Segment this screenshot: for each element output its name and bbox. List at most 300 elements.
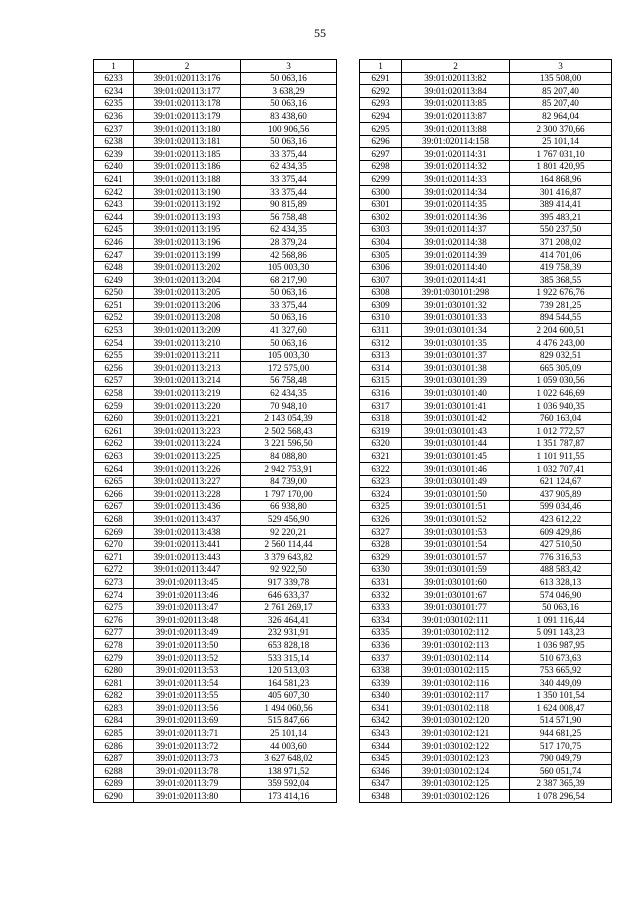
cadastral-number: 39:01:030102:111 [402, 614, 510, 627]
cadastral-value: 405 607,30 [241, 689, 337, 702]
table-row [360, 702, 612, 715]
cadastral-value: 85 207,40 [510, 97, 612, 110]
table-row [94, 639, 337, 652]
column-header: 1 [360, 60, 402, 73]
cadastral-value: 1 036 940,35 [510, 400, 612, 413]
table-row [94, 349, 337, 362]
cadastral-value: 385 368,55 [510, 274, 612, 287]
cadastral-number: 39:01:020113:221 [134, 412, 241, 425]
row-number: 6343 [360, 727, 402, 740]
cadastral-value: 646 633,37 [241, 588, 337, 601]
row-number: 6240 [94, 160, 134, 173]
table-row [360, 513, 612, 526]
row-number: 6237 [94, 122, 134, 135]
cadastral-number: 39:01:030101:39 [402, 374, 510, 387]
row-number: 6347 [360, 777, 402, 790]
row-number: 6331 [360, 576, 402, 589]
row-number: 6247 [94, 248, 134, 261]
table-row [94, 740, 337, 753]
row-number: 6340 [360, 689, 402, 702]
cadastral-value: 66 938,80 [241, 500, 337, 513]
cadastral-number: 39:01:020113:181 [134, 135, 241, 148]
cadastral-number: 39:01:030101:32 [402, 299, 510, 312]
table-row [94, 651, 337, 664]
cadastral-value: 760 163,04 [510, 412, 612, 425]
row-number: 6275 [94, 601, 134, 614]
cadastral-number: 39:01:020113:190 [134, 185, 241, 198]
row-number: 6276 [94, 614, 134, 627]
row-number: 6254 [94, 337, 134, 350]
row-number: 6266 [94, 488, 134, 501]
table-row [94, 324, 337, 337]
column-header: 3 [510, 60, 612, 73]
row-number: 6282 [94, 689, 134, 702]
cadastral-value: 1 351 787,87 [510, 437, 612, 450]
cadastral-number: 39:01:020113:177 [134, 85, 241, 98]
table-row [360, 450, 612, 463]
cadastral-value: 1 059 030,56 [510, 374, 612, 387]
column-header: 2 [134, 60, 241, 73]
cadastral-value: 50 063,16 [241, 97, 337, 110]
cadastral-number: 39:01:020113:225 [134, 450, 241, 463]
table-row [360, 148, 612, 161]
table-row [94, 790, 337, 803]
table-row [360, 97, 612, 110]
cadastral-value: 1 494 060,56 [241, 702, 337, 715]
cadastral-value: 164 581,23 [241, 677, 337, 690]
table-row [360, 122, 612, 135]
table-row [94, 551, 337, 564]
cadastral-number: 39:01:020113:188 [134, 173, 241, 186]
cadastral-value: 1 101 911,55 [510, 450, 612, 463]
cadastral-number: 39:01:030102:120 [402, 714, 510, 727]
table-header-row [360, 60, 612, 73]
cadastral-number: 39:01:020113:56 [134, 702, 241, 715]
cadastral-value: 1 801 420,95 [510, 160, 612, 173]
cadastral-number: 39:01:020113:199 [134, 248, 241, 261]
row-number: 6271 [94, 551, 134, 564]
row-number: 6296 [360, 135, 402, 148]
cadastral-value: 82 964,04 [510, 110, 612, 123]
row-number: 6292 [360, 85, 402, 98]
cadastral-value: 50 063,16 [241, 337, 337, 350]
table-row [360, 274, 612, 287]
cadastral-number: 39:01:020113:178 [134, 97, 241, 110]
cadastral-number: 39:01:020113:227 [134, 475, 241, 488]
cadastral-value: 25 101,14 [510, 135, 612, 148]
row-number: 6273 [94, 576, 134, 589]
cadastral-number: 39:01:020113:447 [134, 563, 241, 576]
cadastral-value: 550 237,50 [510, 223, 612, 236]
cadastral-number: 39:01:030102:114 [402, 651, 510, 664]
row-number: 6259 [94, 400, 134, 413]
row-number: 6251 [94, 299, 134, 312]
cadastral-number: 39:01:020114:158 [402, 135, 510, 148]
cadastral-number: 39:01:020113:87 [402, 110, 510, 123]
cadastral-number: 39:01:030101:43 [402, 425, 510, 438]
cadastral-value: 62 434,35 [241, 160, 337, 173]
row-number: 6278 [94, 639, 134, 652]
cadastral-number: 39:01:020113:72 [134, 740, 241, 753]
row-number: 6280 [94, 664, 134, 677]
cadastral-number: 39:01:030101:38 [402, 362, 510, 375]
cadastral-value: 395 483,21 [510, 211, 612, 224]
cadastral-value: 50 063,16 [241, 311, 337, 324]
row-number: 6277 [94, 626, 134, 639]
cadastral-value: 414 701,06 [510, 248, 612, 261]
cadastral-number: 39:01:020114:37 [402, 223, 510, 236]
row-number: 6258 [94, 387, 134, 400]
cadastral-number: 39:01:030102:118 [402, 702, 510, 715]
table-row [94, 72, 337, 85]
cadastral-number: 39:01:020113:80 [134, 790, 241, 803]
cadastral-number: 39:01:020113:196 [134, 236, 241, 249]
row-number: 6303 [360, 223, 402, 236]
cadastral-value: 1 797 170,00 [241, 488, 337, 501]
cadastral-number: 39:01:020114:41 [402, 274, 510, 287]
table-row [94, 626, 337, 639]
table-row [360, 299, 612, 312]
table-row [360, 588, 612, 601]
row-number: 6322 [360, 463, 402, 476]
table-row [94, 664, 337, 677]
table-row [94, 148, 337, 161]
row-number: 6256 [94, 362, 134, 375]
row-number: 6263 [94, 450, 134, 463]
row-number: 6300 [360, 185, 402, 198]
table-row [360, 223, 612, 236]
table-row [94, 286, 337, 299]
table-row [360, 475, 612, 488]
table-row [94, 135, 337, 148]
table-row [360, 765, 612, 778]
row-number: 6316 [360, 387, 402, 400]
cadastral-number: 39:01:020113:193 [134, 211, 241, 224]
cadastral-number: 39:01:030101:44 [402, 437, 510, 450]
cadastral-value: 739 281,25 [510, 299, 612, 312]
row-number: 6243 [94, 198, 134, 211]
table-row [94, 563, 337, 576]
table-row [94, 677, 337, 690]
row-number: 6294 [360, 110, 402, 123]
cadastral-value: 829 032,51 [510, 349, 612, 362]
table-row [94, 248, 337, 261]
table-row [94, 261, 337, 274]
cadastral-number: 39:01:020113:441 [134, 538, 241, 551]
row-number: 6297 [360, 148, 402, 161]
table-row [360, 362, 612, 375]
cadastral-value: 90 815,89 [241, 198, 337, 211]
row-number: 6274 [94, 588, 134, 601]
row-number: 6335 [360, 626, 402, 639]
table-row [360, 400, 612, 413]
cadastral-value: 517 170,75 [510, 740, 612, 753]
cadastral-value: 653 828,18 [241, 639, 337, 652]
cadastral-number: 39:01:020113:71 [134, 727, 241, 740]
row-number: 6319 [360, 425, 402, 438]
cadastral-number: 39:01:020113:202 [134, 261, 241, 274]
row-number: 6314 [360, 362, 402, 375]
row-number: 6293 [360, 97, 402, 110]
cadastral-number: 39:01:030101:51 [402, 500, 510, 513]
row-number: 6286 [94, 740, 134, 753]
row-number: 6242 [94, 185, 134, 198]
cadastral-value: 533 315,14 [241, 651, 337, 664]
row-number: 6307 [360, 274, 402, 287]
table-row [94, 538, 337, 551]
table-row [360, 664, 612, 677]
cadastral-value: 599 034,46 [510, 500, 612, 513]
row-number: 6236 [94, 110, 134, 123]
table-row [360, 248, 612, 261]
row-number: 6311 [360, 324, 402, 337]
table-row [360, 374, 612, 387]
table-row [94, 236, 337, 249]
cadastral-value: 371 208,02 [510, 236, 612, 249]
cadastral-number: 39:01:020114:34 [402, 185, 510, 198]
row-number: 6250 [94, 286, 134, 299]
cadastral-value: 1 022 646,69 [510, 387, 612, 400]
table-row [360, 160, 612, 173]
cadastral-value: 894 544,55 [510, 311, 612, 324]
cadastral-number: 39:01:020113:84 [402, 85, 510, 98]
row-number: 6305 [360, 248, 402, 261]
cadastral-value: 84 088,80 [241, 450, 337, 463]
cadastral-number: 39:01:030102:125 [402, 777, 510, 790]
cadastral-number: 39:01:020114:35 [402, 198, 510, 211]
cadastral-value: 515 847,66 [241, 714, 337, 727]
row-number: 6261 [94, 425, 134, 438]
cadastral-number: 39:01:020113:45 [134, 576, 241, 589]
row-number: 6310 [360, 311, 402, 324]
table-row [360, 412, 612, 425]
cadastral-value: 514 571,90 [510, 714, 612, 727]
table-row [94, 110, 337, 123]
table-row [94, 525, 337, 538]
table-row [94, 299, 337, 312]
table-row [360, 740, 612, 753]
cadastral-value: 753 665,92 [510, 664, 612, 677]
cadastral-value: 232 931,91 [241, 626, 337, 639]
table-row [360, 639, 612, 652]
table-row [94, 500, 337, 513]
cadastral-value: 2 502 568,43 [241, 425, 337, 438]
row-number: 6257 [94, 374, 134, 387]
row-number: 6320 [360, 437, 402, 450]
cadastral-number: 39:01:020113:214 [134, 374, 241, 387]
table-row [360, 790, 612, 803]
cadastral-value: 70 948,10 [241, 400, 337, 413]
cadastral-number: 39:01:030101:33 [402, 311, 510, 324]
cadastral-number: 39:01:030102:123 [402, 752, 510, 765]
cadastral-number: 39:01:030101:42 [402, 412, 510, 425]
row-number: 6339 [360, 677, 402, 690]
table-row [94, 588, 337, 601]
row-number: 6253 [94, 324, 134, 337]
table-row [360, 614, 612, 627]
cadastral-value: 1 350 101,54 [510, 689, 612, 702]
table-row [94, 185, 337, 198]
cadastral-value: 105 003,30 [241, 349, 337, 362]
row-number: 6264 [94, 463, 134, 476]
cadastral-value: 613 328,13 [510, 576, 612, 589]
cadastral-value: 776 316,53 [510, 551, 612, 564]
cadastral-number: 39:01:030101:67 [402, 588, 510, 601]
row-number: 6267 [94, 500, 134, 513]
row-number: 6338 [360, 664, 402, 677]
row-number: 6244 [94, 211, 134, 224]
row-number: 6304 [360, 236, 402, 249]
row-number: 6238 [94, 135, 134, 148]
cadastral-number: 39:01:030101:34 [402, 324, 510, 337]
cadastral-number: 39:01:030102:113 [402, 639, 510, 652]
row-number: 6328 [360, 538, 402, 551]
cadastral-value: 172 575,00 [241, 362, 337, 375]
cadastral-value: 28 379,24 [241, 236, 337, 249]
cadastral-number: 39:01:020113:443 [134, 551, 241, 564]
row-number: 6249 [94, 274, 134, 287]
cadastral-number: 39:01:020113:224 [134, 437, 241, 450]
cadastral-number: 39:01:030101:45 [402, 450, 510, 463]
cadastral-number: 39:01:020113:226 [134, 463, 241, 476]
cadastral-value: 3 627 648,02 [241, 752, 337, 765]
row-number: 6281 [94, 677, 134, 690]
cadastral-number: 39:01:020113:209 [134, 324, 241, 337]
row-number: 6345 [360, 752, 402, 765]
cadastral-number: 39:01:020113:211 [134, 349, 241, 362]
cadastral-number: 39:01:020113:50 [134, 639, 241, 652]
cadastral-number: 39:01:030101:35 [402, 337, 510, 350]
table-row [94, 223, 337, 236]
cadastral-number: 39:01:020113:85 [402, 97, 510, 110]
table-row [94, 122, 337, 135]
cadastral-value: 135 508,00 [510, 72, 612, 85]
cadastral-value: 56 758,48 [241, 374, 337, 387]
row-number: 6270 [94, 538, 134, 551]
table-row [360, 626, 612, 639]
cadastral-value: 62 434,35 [241, 223, 337, 236]
cadastral-table-right [359, 59, 612, 803]
table-row [360, 727, 612, 740]
cadastral-value: 609 429,86 [510, 525, 612, 538]
row-number: 6284 [94, 714, 134, 727]
table-row [94, 400, 337, 413]
row-number: 6344 [360, 740, 402, 753]
table-row [360, 236, 612, 249]
cadastral-number: 39:01:020114:32 [402, 160, 510, 173]
cadastral-number: 39:01:030102:122 [402, 740, 510, 753]
cadastral-number: 39:01:030101:60 [402, 576, 510, 589]
cadastral-number: 39:01:030101:40 [402, 387, 510, 400]
row-number: 6313 [360, 349, 402, 362]
row-number: 6298 [360, 160, 402, 173]
row-number: 6290 [94, 790, 134, 803]
row-number: 6325 [360, 500, 402, 513]
cadastral-number: 39:01:020113:220 [134, 400, 241, 413]
table-row [360, 311, 612, 324]
cadastral-value: 3 221 596,50 [241, 437, 337, 450]
table-row [94, 274, 337, 287]
row-number: 6315 [360, 374, 402, 387]
table-row [94, 513, 337, 526]
table-row [94, 488, 337, 501]
cadastral-number: 39:01:020113:192 [134, 198, 241, 211]
cadastral-value: 68 217,90 [241, 274, 337, 287]
cadastral-value: 1 624 008,47 [510, 702, 612, 715]
cadastral-value: 41 327,60 [241, 324, 337, 337]
row-number: 6265 [94, 475, 134, 488]
table-row [360, 488, 612, 501]
row-number: 6317 [360, 400, 402, 413]
row-number: 6348 [360, 790, 402, 803]
cadastral-number: 39:01:020113:176 [134, 72, 241, 85]
table-row [360, 349, 612, 362]
column-header: 1 [94, 60, 134, 73]
cadastral-number: 39:01:030101:57 [402, 551, 510, 564]
cadastral-number: 39:01:020113:185 [134, 148, 241, 161]
cadastral-number: 39:01:030101:54 [402, 538, 510, 551]
row-number: 6233 [94, 72, 134, 85]
table-row [360, 752, 612, 765]
row-number: 6255 [94, 349, 134, 362]
row-number: 6318 [360, 412, 402, 425]
row-number: 6329 [360, 551, 402, 564]
table-row [94, 97, 337, 110]
table-row [360, 387, 612, 400]
cadastral-value: 790 049,79 [510, 752, 612, 765]
cadastral-value: 2 143 054,39 [241, 412, 337, 425]
row-number: 6269 [94, 525, 134, 538]
cadastral-number: 39:01:020113:88 [402, 122, 510, 135]
cadastral-number: 39:01:020114:31 [402, 148, 510, 161]
table-row [94, 425, 337, 438]
row-number: 6291 [360, 72, 402, 85]
cadastral-value: 510 673,63 [510, 651, 612, 664]
cadastral-number: 39:01:020113:219 [134, 387, 241, 400]
table-row [360, 689, 612, 702]
table-row [94, 198, 337, 211]
table-row [94, 362, 337, 375]
table-row [94, 450, 337, 463]
row-number: 6283 [94, 702, 134, 715]
table-row [360, 72, 612, 85]
cadastral-value: 50 063,16 [241, 286, 337, 299]
cadastral-value: 120 513,03 [241, 664, 337, 677]
table-row [360, 563, 612, 576]
cadastral-value: 25 101,14 [241, 727, 337, 740]
table-row [94, 437, 337, 450]
row-number: 6288 [94, 765, 134, 778]
row-number: 6346 [360, 765, 402, 778]
table-row [360, 211, 612, 224]
cadastral-number: 39:01:020113:204 [134, 274, 241, 287]
cadastral-number: 39:01:030101:52 [402, 513, 510, 526]
cadastral-value: 3 638,29 [241, 85, 337, 98]
table-row [360, 85, 612, 98]
cadastral-value: 2 204 600,51 [510, 324, 612, 337]
row-number: 6246 [94, 236, 134, 249]
cadastral-number: 39:01:020113:82 [402, 72, 510, 85]
cadastral-value: 1 767 031,10 [510, 148, 612, 161]
table-row [94, 702, 337, 715]
cadastral-value: 44 003,60 [241, 740, 337, 753]
cadastral-number: 39:01:030101:37 [402, 349, 510, 362]
table-row [94, 463, 337, 476]
cadastral-number: 39:01:020113:48 [134, 614, 241, 627]
cadastral-value: 85 207,40 [510, 85, 612, 98]
cadastral-number: 39:01:020113:54 [134, 677, 241, 690]
table-row [94, 765, 337, 778]
